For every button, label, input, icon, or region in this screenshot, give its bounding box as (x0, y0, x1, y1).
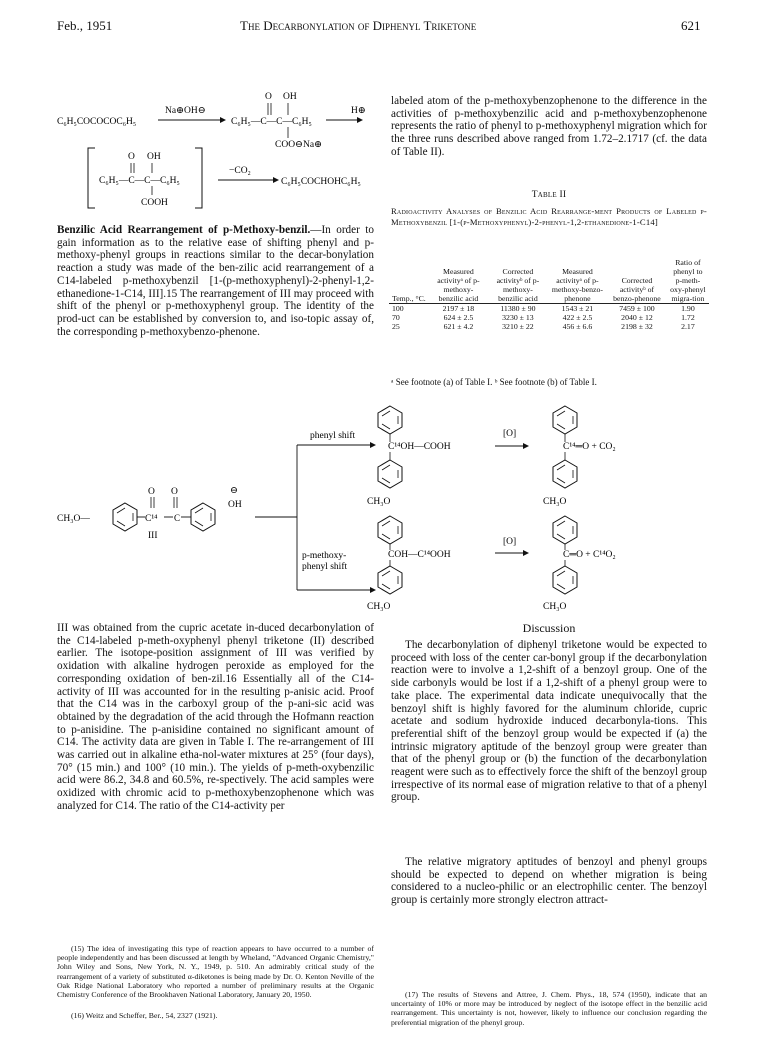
upper-ch3o: CH₃O (367, 497, 391, 507)
bracket-inner: C₆H₅—C—C—C₆H₅ (99, 176, 180, 186)
iii-oh: OH (228, 500, 242, 510)
right-para-1: labeled atom of the p-methoxybenzophenone to the difference in the activities of p-methoxybenzilic acid and p-methoxybenzophenone represents the ratio of phenyl to p-methoxyphenyl migration which for the three runs described above ranged from 1.72–2.1717 (cf. the data of Table II). (391, 95, 707, 158)
cell: 70 (392, 313, 400, 322)
cell: 1543 ± 21 (561, 304, 594, 313)
cell: 621 ± 4.2 (443, 322, 474, 331)
cell: 456 ± 6.6 (562, 322, 593, 331)
table-note: ᵃ See footnote (a) of Table I. ᵇ See footnote (b) of Table I. (391, 377, 597, 387)
cell: 3230 ± 13 (502, 313, 534, 322)
svg-text:C: C (174, 513, 181, 523)
upper-ox: [O] (503, 429, 517, 439)
svg-text:O: O (171, 487, 178, 497)
label-phenyl-shift: phenyl shift (310, 431, 356, 441)
reaction-scheme-1 (55, 86, 380, 216)
scheme1-mid-o: O (265, 92, 272, 102)
bracket-oh: OH (147, 152, 161, 162)
lower-ox: [O] (503, 537, 517, 547)
cell: 7459 ± 100 (619, 304, 655, 313)
reaction-scheme-2 (55, 400, 715, 615)
scheme1-reagent-naoh: Na⊕OH⊖ (165, 106, 206, 116)
lower-ch3o: CH₃O (367, 602, 391, 612)
table-caption: Radioactivity Analyses of Benzilic Acid Rearrange-ment Products of Labeled p-Methoxybenzil [1-(p-Methoxyphenyl)-2-phenyl-1,2-ethanedione-1-C14] (391, 206, 707, 227)
section-benzilic (57, 224, 374, 338)
footnote-15: (15) The idea of investigating this type of reaction appears to have occurred to a number of people independently and has been discussed at length by Wheland, "Advanced Organic Chemistry," John Wiley and Sons, New York, N. Y., 1949, p. 510. An admirably critical study of the rearrangement of a variety of substituted α-diketones is being made by Dr. O. Kenton Neville of the Oak Ridge National Laboratory who reported a number of preliminary results at the Organic Chemistry Conference of the Brookhaven National Laboratory, January 20, 1950. (57, 944, 374, 1000)
footnote-16: (16) Weitz and Scheffer, Ber., 54, 2327 (1921). (71, 1011, 218, 1020)
scheme1-reactant: C₆H₅COCOCOC₆H₅ (57, 117, 137, 127)
lower-right: C═O + C¹⁴O₂ (563, 550, 616, 560)
scheme1-reagent-h: H⊕ (351, 106, 366, 116)
cell: 2198 ± 32 (621, 322, 653, 331)
th-temp: Temp., °C. (389, 258, 429, 304)
cell: 624 ± 2.5 (443, 313, 474, 322)
scheme1-mid-sub: COO⊖Na⊕ (275, 140, 323, 150)
discussion-body-2: The relative migratory aptitudes of benzoyl and phenyl groups should be expected to depend on whether migration is being considered to a nucleo-philic or an electrophilic center. The benzoyl group is certainly more strongly electron attract- (391, 856, 707, 907)
header-date: Feb., 1951 (57, 18, 113, 33)
footnote-17: (17) The results of Stevens and Attree, J. Chem. Phys., 18, 574 (1950), indicate that an uncertainty of 10% or more may be introduced by neglect of the isotope effect in the benzilic acid rearrangement. This uncertainty is not, however, likely to influence our conclusion regarding the preferential migration of the phenyl group. (391, 990, 707, 1027)
iii-c14: C¹⁴ (145, 514, 158, 524)
scheme1-final-product: C₆H₅COCHOHC₆H₅ (281, 177, 361, 187)
table-row (389, 313, 709, 322)
table-header-row (389, 258, 709, 304)
label-pmethoxy-2: phenyl shift (302, 562, 348, 572)
cell: 11380 ± 90 (500, 304, 536, 313)
svg-text:O: O (148, 487, 155, 497)
discussion-heading: Discussion (522, 621, 576, 635)
lower-right-ch3o: CH₃O (543, 602, 567, 612)
bracket-o: O (128, 152, 135, 162)
th-ratio: Ratio of phenyl to p-meth-oxy-phenyl migra-tion (667, 258, 709, 304)
table-row (389, 322, 709, 331)
scheme1-mid-product: C₆H₅—C—C—C₆H₅ (231, 117, 312, 127)
scheme1-minus-co2: −CO₂ (229, 166, 251, 176)
cell: 2197 ± 18 (442, 304, 475, 313)
upper-right-ch3o: CH₃O (543, 497, 567, 507)
cell: 100 (392, 304, 404, 313)
cell: 1.90 (681, 304, 695, 313)
th-measured-phenone: Measured activityᵃ of p-methoxy-benzo-phenone (548, 258, 607, 304)
cell: 25 (392, 322, 400, 331)
discussion-body: The decarbonylation of diphenyl triketone would be expected to proceed with loss of the center car-bonyl group if the decarbonylation reaction were to involve a 1,2-shift of a benzoyl group. One of the side carbonyls would be lost if a 1,2-shift of a phenyl group were to take place. The experimental data indicate unequivocally that the benzoyl shift is highly favored for the aluminum chloride, cupric acetate and sodium hydroxide induced decarbonyla-tions. This preferential shift of the benzoyl group would be expected if (a) the intrinsic migratory aptitude of the benzoyl group were greater than that of the phenyl group or (b) the function of the decarbonylation reagent were such as to effectively force the shift of the benzoyl group irrespective of its normal ease of migration relative to that of a phenyl group. (391, 639, 707, 804)
page-number: 621 (681, 18, 701, 33)
th-corrected-phenone: Corrected activityᵇ of benzo-phenone (607, 258, 667, 304)
left-para-2: III was obtained from the cupric acetate in-duced decarbonylation of the C14-labeled p-meth-oxyphenyl phenyl triketone (II) described earlier. The isotope-position assignment of III was verified by oxidation with alkaline hydrogen peroxide as employed for the corresponding oxidation of ben-zil.16 Essentially all of the C14-activity of III was accounted for in the resulting p-anisic acid. Proof that the C14 was in the carboxyl group of the p-ani-sic acid was obtained by the degradation of the acid through the Hofmann reaction to p-anisidine. The p-anisidine contained no significant amount of C14. The activity data are given in Table I. The re-arrangement of III was carried out in alkaline etha-nol-water mixtures at 25° (four days), 70° (15 min.) and 100° (10 min.). The yields of p-meth-oxybenzilic acid were 86.2, 34.8 and 60.5%, re-spectively. The acid samples were oxidized with chromic acid to p-methoxybenzophenone which was analyzed for C14. The ratio of the C14-activity per (57, 622, 374, 812)
label-pmethoxy-1: p-methoxy- (302, 551, 347, 561)
cell: 2040 ± 12 (621, 313, 653, 322)
scheme1-mid-oh: OH (283, 92, 297, 102)
th-corrected-acid: Corrected activityᵇ of p-methoxy-benzilic acid (488, 258, 548, 304)
upper-right: C¹⁴═O + CO₂ (563, 442, 616, 452)
iii-ch3o: CH₃O— (57, 514, 90, 524)
bracket-cooh: COOH (141, 198, 168, 208)
iii-label: III (148, 531, 158, 541)
th-measured-acid: Measured activityᵃ of p-methoxy-benzilic acid (429, 258, 488, 304)
section-body: —In order to gain information as to the relative ease of shifting phenyl and p-methoxy-phenyl groups in reactions similar to the decar-bonylation reaction a study was made of the ben-zilic acid rearrangement of a C14-labeled p-methoxybenzil [1-(p-methoxyphenyl)-2-phenyl-1,2-ethanedione-1-C14, III].15 The rearrangement of III may proceed with shift of the phenyl or p-methoxyphenyl group. The identity of the prod-uct can be established by conversion to, and iso-topic assay of, the corresponding p-methoxybenzo-phenone. (57, 224, 374, 338)
cell: 3210 ± 22 (502, 322, 534, 331)
cell: 1.72 (681, 313, 695, 322)
table-ii (389, 258, 709, 331)
upper-mid: C¹⁴OH—COOH (388, 442, 451, 452)
iii-minus: ⊖ (230, 486, 238, 496)
table-label: Table II (531, 190, 567, 200)
cell: 2.17 (681, 322, 695, 331)
table-row (389, 304, 709, 314)
header-title: The Decarbonylation of Diphenyl Triketone (240, 18, 477, 33)
section-heading: Benzilic Acid Rearrangement of p-Methoxy-benzil. (57, 224, 311, 236)
cell: 422 ± 2.5 (562, 313, 593, 322)
lower-mid: COH—C¹⁴OOH (388, 550, 451, 560)
